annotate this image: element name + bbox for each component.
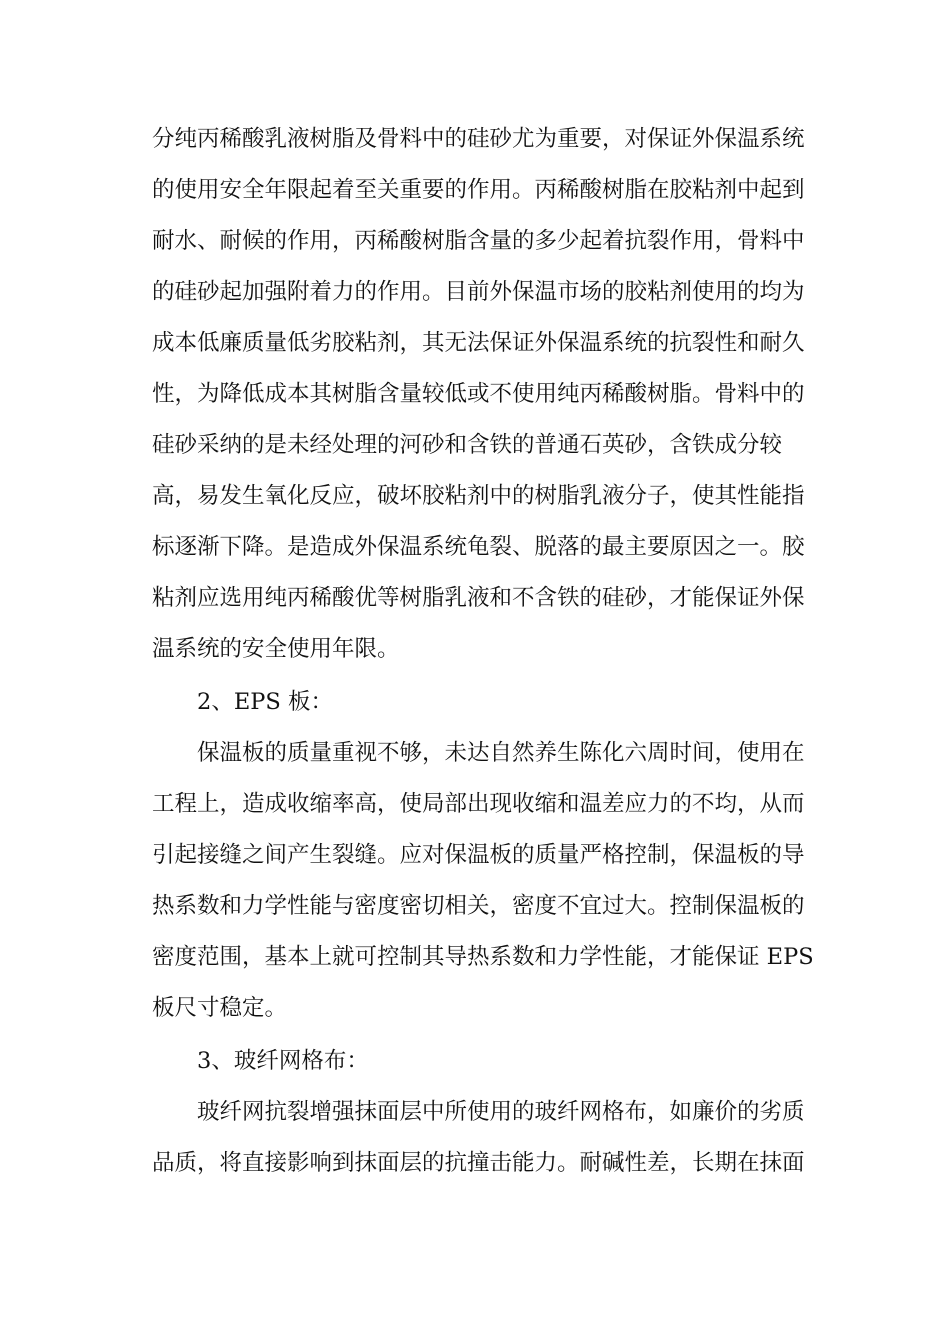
paragraph-line: 板尺寸稳定。 [152,995,288,1021]
paragraph-line: 的硅砂起加强附着力的作用。目前外保温市场的胶粘剂使用的均为 [152,279,805,305]
paragraph-line: 工程上，造成收缩率高，使局部出现收缩和温差应力的不均，从而 [152,791,805,817]
paragraph-line: 耐水、耐候的作用，丙稀酸树脂含量的多少起着抗裂作用，骨料中 [152,228,805,254]
paragraph-line: 分纯丙稀酸乳液树脂及骨料中的硅砂尤为重要，对保证外保温系统 [152,126,805,152]
section-heading-mesh: 3、玻纤网格布： [197,1048,369,1074]
paragraph-line: 成本低廉质量低劣胶粘剂，其无法保证外保温系统的抗裂性和耐久 [152,330,805,356]
paragraph-line: 温系统的安全使用年限。 [152,636,400,662]
paragraph-line: 保温板的质量重视不够，未达自然养生陈化六周时间，使用在 [197,740,805,766]
paragraph-line: 性，为降低成本其树脂含量较低或不使用纯丙稀酸树脂。骨料中的 [152,381,805,407]
paragraph-line: 高，易发生氧化反应，破坏胶粘剂中的树脂乳液分子，使其性能指 [152,483,805,509]
paragraph-line: 品质，将直接影响到抹面层的抗撞击能力。耐碱性差，长期在抹面 [152,1150,805,1176]
paragraph-line: 引起接缝之间产生裂缝。应对保温板的质量严格控制，保温板的导 [152,842,805,868]
paragraph-line: 玻纤网抗裂增强抹面层中所使用的玻纤网格布，如廉价的劣质 [197,1099,805,1125]
paragraph-line: 的使用安全年限起着至关重要的作用。丙稀酸树脂在胶粘剂中起到 [152,177,805,203]
paragraph-line: 粘剂应选用纯丙稀酸优等树脂乳液和不含铁的硅砂，才能保证外保 [152,585,805,611]
paragraph-line: 硅砂采纳的是未经处理的河砂和含铁的普通石英砂，含铁成分较 [152,432,783,458]
paragraph-line: 热系数和力学性能与密度密切相关，密度不宜过大。控制保温板的 [152,893,805,919]
paragraph-line: 密度范围，基本上就可控制其导热系数和力学性能，才能保证 EPS [152,944,814,970]
paragraph-line: 标逐渐下降。是造成外保温系统龟裂、脱落的最主要原因之一。胶 [152,534,805,560]
section-heading-eps: 2、EPS 板： [197,689,333,715]
